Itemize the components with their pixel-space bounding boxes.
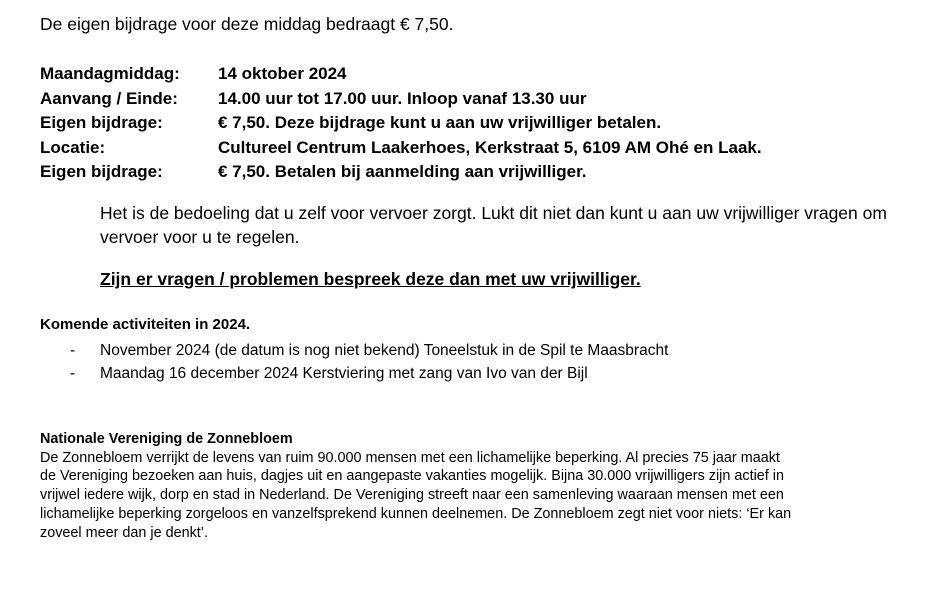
list-item xyxy=(40,339,668,362)
info-label: Maandagmiddag: xyxy=(40,64,180,83)
bullet-dash: - xyxy=(70,342,76,359)
zonnebloem-line: zoveel meer dan je denkt’. xyxy=(40,524,208,541)
info-label: Eigen bijdrage: xyxy=(40,113,163,132)
intro-text: De eigen bijdrage voor deze middag bedraagt € 7,50. xyxy=(40,14,454,34)
info-row-contribution xyxy=(40,111,762,136)
zonnebloem-line: lichamelijke beperking zorgeloos en vanzelfsprekend kunnen deelnemen. De Zonnebloem zegt niet voor niets: ‘Er kan xyxy=(40,505,792,522)
activities-list xyxy=(40,339,668,385)
info-value: 14.00 uur tot 17.00 uur. Inloop vanaf 13.30 uur xyxy=(218,88,587,108)
info-row-contribution-2 xyxy=(40,160,762,185)
activity-text: Maandag 16 december 2024 Kerstviering met zang van Ivo van der Bijl xyxy=(100,365,588,382)
event-info-table xyxy=(40,62,762,185)
info-value: € 7,50. Betalen bij aanmelding aan vrijwilliger. xyxy=(218,162,587,181)
questions-note: Zijn er vragen / problemen bespreek deze dan met uw vrijwilliger. xyxy=(100,269,641,289)
bullet-dash: - xyxy=(70,365,76,382)
zonnebloem-line: vrijwel iedere wijk, dorp en stad in Nederland. De Vereniging streeft naar een samenleving waaraan mensen met een xyxy=(40,487,784,504)
zonnebloem-line: de Vereniging bezoeken aan huis, dagjes uit en aangepaste vakanties mogelijk. Bijna 30.000 vrijwilligers zijn actief in xyxy=(40,468,784,485)
info-value: 14 oktober 2024 xyxy=(218,64,347,83)
info-label: Aanvang / Einde: xyxy=(40,88,178,108)
zonnebloem-section xyxy=(40,430,920,542)
zonnebloem-title: Nationale Vereniging de Zonnebloem xyxy=(40,431,293,447)
info-row-location xyxy=(40,136,762,161)
info-label: Eigen bijdrage: xyxy=(40,162,163,181)
info-value: € 7,50. Deze bijdrage kunt u aan uw vrijwilliger betalen. xyxy=(218,113,662,132)
zonnebloem-line: De Zonnebloem verrijkt de levens van ruim 90.000 mensen met een lichamelijke beperking. Al precies 75 jaar maakt xyxy=(40,449,780,466)
info-label: Locatie: xyxy=(40,137,106,157)
info-row-time xyxy=(40,87,762,112)
transport-note: Het is de bedoeling dat u zelf voor vervoer zorgt. Lukt dit niet dan kunt u aan uw vrijwilliger vragen om vervoer voor u te regelen. xyxy=(100,203,887,247)
list-item xyxy=(40,362,668,385)
info-value: Cultureel Centrum Laakerhoes, Kerkstraat 5, 6109 AM Ohé en Laak. xyxy=(218,137,762,157)
info-row-date xyxy=(40,62,762,87)
activity-text: November 2024 (de datum is nog niet bekend) Toneelstuk in de Spil te Maasbracht xyxy=(100,342,669,359)
activities-title: Komende activiteiten in 2024. xyxy=(40,316,251,333)
